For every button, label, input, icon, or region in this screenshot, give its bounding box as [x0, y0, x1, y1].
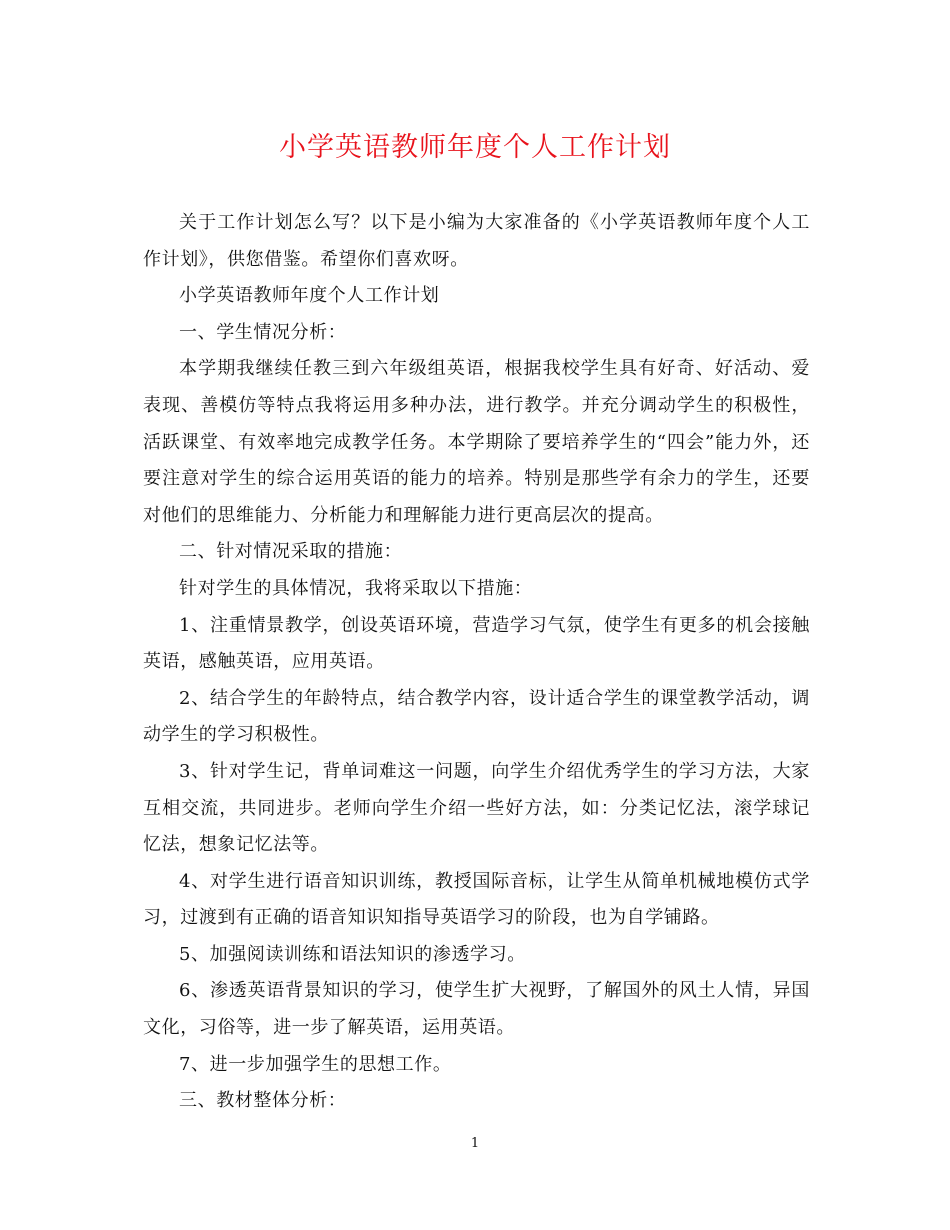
list-item-measure-4: 4、对学生进行语音知识训练，教授国际音标，让学生从简单机械地模仿式学习，过渡到有正确的语音知识知指导英语学习的阶段，也为自学铺路。 — [143, 870, 810, 929]
document-body — [143, 205, 810, 1120]
list-item-measure-5: 5、加强阅读训练和语法知识的渗透学习。 — [179, 943, 526, 965]
paragraph-subtitle: 小学英语教师年度个人工作计划 — [179, 285, 440, 307]
paragraph-student-analysis: 本学期我继续任教三到六年级组英语，根据我校学生具有好奇、好活动、爱表现、善模仿等特点我将运用多种办法，进行教学。并充分调动学生的积极性，活跃课堂、有效率地完成教学任务。本学期除了要培养学生的“四会”能力外，还要注意对学生的综合运用英语的能力的培养。特别是那些学有余力的学生，还要对他们的思维能力、分析能力和理解能力进行更高层次的提高。 — [143, 358, 810, 526]
section-heading-student-analysis: 一、学生情况分析： — [179, 321, 347, 343]
section-heading-textbook-analysis: 三、教材整体分析： — [179, 1090, 347, 1112]
list-item-measure-3: 3、针对学生记，背单词难这一问题，向学生介绍优秀学生的学习方法，大家互相交流，共同进步。老师向学生介绍一些好方法，如：分类记忆法，滚学球记忆法，想象记忆法等。 — [143, 760, 810, 856]
list-item-measure-2: 2、结合学生的年龄特点，结合教学内容，设计适合学生的课堂教学活动，调动学生的学习积极性。 — [143, 687, 810, 746]
section-heading-measures: 二、针对情况采取的措施： — [179, 541, 403, 563]
paragraph-intro: 关于工作计划怎么写？以下是小编为大家准备的《小学英语教师年度个人工作计划》，供您借鉴。希望你们喜欢呀。 — [143, 212, 810, 270]
list-item-measure-7: 7、进一步加强学生的思想工作。 — [179, 1053, 452, 1075]
list-item-measure-1: 1、注重情景教学，创设英语环境，营造学习气氛，使学生有更多的机会接触英语，感触英语，应用英语。 — [143, 614, 810, 673]
paragraph-measures-intro: 针对学生的具体情况，我将采取以下措施： — [179, 577, 533, 599]
list-item-measure-6: 6、渗透英语背景知识的学习，使学生扩大视野，了解国外的风土人情，异国文化，习俗等，进一步了解英语，运用英语。 — [143, 980, 810, 1039]
document-title: 小学英语教师年度个人工作计划 — [279, 132, 671, 163]
page-number: 1 — [470, 1136, 480, 1151]
